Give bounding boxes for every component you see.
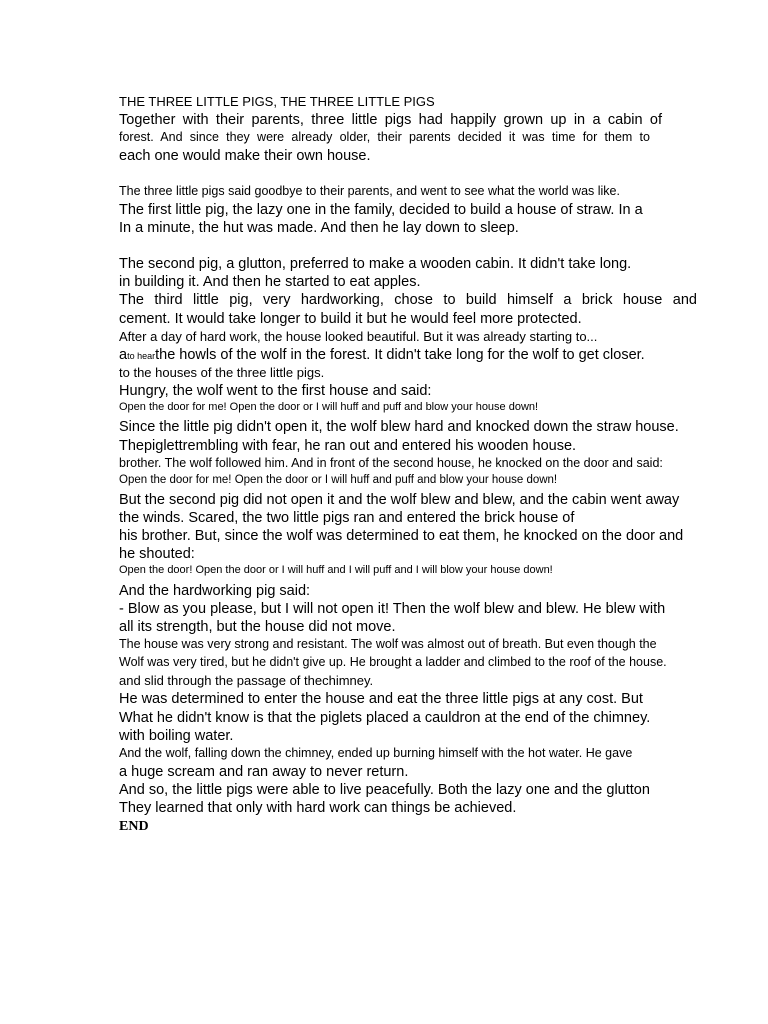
text-line: Hungry, the wolf went to the first house and said: xyxy=(119,383,432,399)
text-line: each one would make their own house. xyxy=(119,148,371,164)
text-line: But the second pig did not open it and the wolf blew and blew, and the cabin went away xyxy=(119,492,680,508)
text-line: - Blow as you please, but I will not open it! Then the wolf blew and blew. He blew with xyxy=(119,601,666,617)
document-title: THE THREE LITTLE PIGS, THE THREE LITTLE PIGS xyxy=(119,94,435,109)
text-line: to the houses of the three little pigs. xyxy=(119,365,325,380)
text-line: The first little pig, the lazy one in the family, decided to build a house of straw. In a xyxy=(119,202,643,218)
text-line: The three little pigs said goodbye to their parents, and went to see what the world was like. xyxy=(119,184,620,198)
text-line: And the wolf, falling down the chimney, ended up burning himself with the hot water. He gave xyxy=(119,746,633,760)
text-line: Open the door for me! Open the door or I will huff and puff and blow your house down! xyxy=(119,401,539,413)
text-line: a huge scream and ran away to never return. xyxy=(119,764,409,780)
text-line: Wolf was very tired, but he didn't give up. He brought a ladder and climbed to the roof of the house. xyxy=(119,655,667,669)
text-line: Together with their parents, three little pigs had happily grown up in a cabin of xyxy=(119,112,662,128)
text-line: Open the door for me! Open the door or I will huff and puff and blow your house down! xyxy=(119,474,558,486)
text-line: brother. The wolf followed him. And in front of the second house, he knocked on the door and said: xyxy=(119,456,663,470)
text-line: Open the door! Open the door or I will huff and I will puff and I will blow your house down! xyxy=(119,564,553,576)
text-fragment: the howls of the wolf in the forest. It didn't take long for the wolf to get closer. xyxy=(155,347,645,363)
text-line: After a day of hard work, the house looked beautiful. But it was already starting to... xyxy=(119,329,598,344)
text-line: In a minute, the hut was made. And then he lay down to sleep. xyxy=(119,220,519,236)
text-line: The third little pig, very hardworking, chose to build himself a brick house and xyxy=(119,292,697,308)
text-line: Since the little pig didn't open it, the wolf blew hard and knocked down the straw house. xyxy=(119,419,679,435)
text-fragment-small: to hear xyxy=(127,351,156,361)
text-line: What he didn't know is that the piglets placed a cauldron at the end of the chimney. xyxy=(119,710,651,726)
text-line: all its strength, but the house did not move. xyxy=(119,619,396,635)
text-line: And the hardworking pig said: xyxy=(119,583,311,599)
text-line: They learned that only with hard work can things be achieved. xyxy=(119,800,517,816)
text-line: in building it. And then he started to eat apples. xyxy=(119,274,421,290)
text-line: the winds. Scared, the two little pigs ran and entered the brick house of xyxy=(119,510,575,526)
text-line: cement. It would take longer to build it but he would feel more protected. xyxy=(119,311,582,327)
text-line: forest. And since they were already older, their parents decided it was time for them to xyxy=(119,130,650,144)
text-line: The second pig, a glutton, preferred to make a wooden cabin. It didn't take long. xyxy=(119,256,632,272)
text-line: The house was very strong and resistant. The wolf was almost out of breath. But even though the xyxy=(119,637,657,651)
end-marker: END xyxy=(119,819,149,834)
text-line: and slid through the passage of thechimney. xyxy=(119,673,374,688)
text-fragment: a xyxy=(119,347,128,363)
text-line: his brother. But, since the wolf was determined to eat them, he knocked on the door and xyxy=(119,528,684,544)
text-line: He was determined to enter the house and eat the three little pigs at any cost. But xyxy=(119,691,643,707)
text-line: And so, the little pigs were able to live peacefully. Both the lazy one and the glutton xyxy=(119,782,650,798)
text-line xyxy=(119,348,645,363)
text-line: he shouted: xyxy=(119,546,195,562)
text-line: Thepiglettrembling with fear, he ran out and entered his wooden house. xyxy=(119,438,577,454)
text-line: with boiling water. xyxy=(119,728,234,744)
